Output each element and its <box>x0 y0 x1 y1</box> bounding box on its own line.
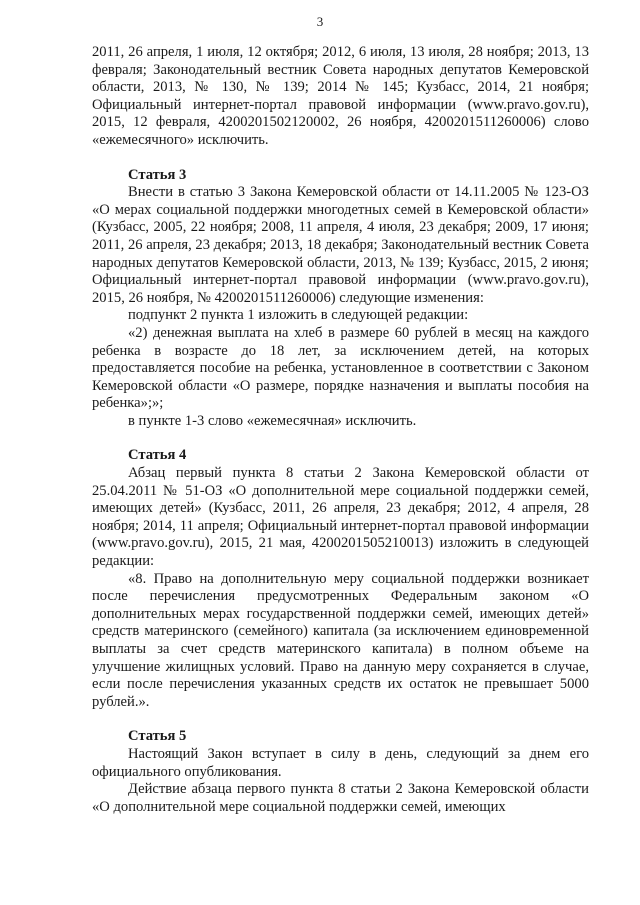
article-3-title: Статья 3 <box>128 166 187 183</box>
document-body <box>92 44 589 816</box>
article-4-paragraph: Абзац первый пункта 8 статьи 2 Закона Кемеровской области от 25.04.2011 № 51-ОЗ «О дополнительной мере социальной поддержки семей, имеющих детей» (Кузбасс, 2011, 26 апреля, 23 декабря; 2012, 4 апреля, 28 ноября; 2014, 11 апреля; Официальный интернет-портал правовой информации (www.pravo.gov.ru), 2015, 21 мая, 4200201505210013) изложить в следующей редакции: <box>92 465 589 570</box>
article-5-paragraph: Настоящий Закон вступает в силу в день, следующий за днем его официального опубликования. <box>92 745 589 780</box>
article-5-paragraph: Действие абзаца первого пункта 8 статьи 2 Закона Кемеровской области «О дополнительной мере социальной поддержки семей, имеющих <box>92 781 589 815</box>
article-4-paragraph: «8. Право на дополнительную меру социальной поддержки возникает после перечисления предусмотренных Федеральным законом «О дополнительных мерах государственной поддержки семей, имеющих детей» средств материнского (семейного) капитала (за исключением единовременной выплаты за счет средств материнского капитала) в полном объеме на улучшение жилищных условий. Право на данную меру сохраняется в случае, если после перечисления указанных средств их остаток не превышает 5000 рублей.». <box>92 570 589 710</box>
article-3-paragraph: Внести в статью 3 Закона Кемеровской области от 14.11.2005 № 123-ОЗ «О мерах социальной поддержки многодетных семей в Кемеровской области» (Кузбасс, 2005, 22 ноября; 2008, 11 апреля, 4 июля, 23 декабря; 2009, 17 июня; 2011, 26 апреля, 23 декабря; 2013, 18 декабря; Законодательный вестник Совета народных депутатов Кемеровской области, 2013, № 139; Кузбасс, 2015, 2 июня; Официальный интернет-портал правовой информации (www.pravo.gov.ru), 2015, 26 ноября, № 4200201511260006) следующие изменения: <box>92 184 589 306</box>
page-number: 3 <box>316 14 324 29</box>
article-3-paragraph: подпункт 2 пункта 1 изложить в следующей редакции: <box>128 307 469 324</box>
article-4-title: Статья 4 <box>128 447 187 464</box>
article-5-title: Статья 5 <box>128 728 187 745</box>
article-3-paragraph: в пункте 1-3 слово «ежемесячная» исключить. <box>128 412 417 429</box>
intro-paragraph: 2011, 26 апреля, 1 июля, 12 октября; 2012, 6 июля, 13 июля, 28 ноября; 2013, 13 февраля; Законодательный вестник Совета народных депутатов Кемеровской области, 2013, № 130, № 139; 2014 № 145; Кузбасс, 2014, 21 ноября; Официальный интернет-портал правовой информации (www.pravo.gov.ru), 2015, 12 февраля, 4200201502120002, 26 ноября, 4200201511260006) слово «ежемесячного» исключить. <box>92 44 589 148</box>
article-3-paragraph: «2) денежная выплата на хлеб в размере 60 рублей в месяц на каждого ребенка в возрасте до 18 лет, за исключением детей, на которых предоставляется пособие на ребенка, установленное в соответствии с Законом Кемеровской области «О размере, порядке назначения и выплаты пособия на ребенка»;»; <box>92 324 589 412</box>
